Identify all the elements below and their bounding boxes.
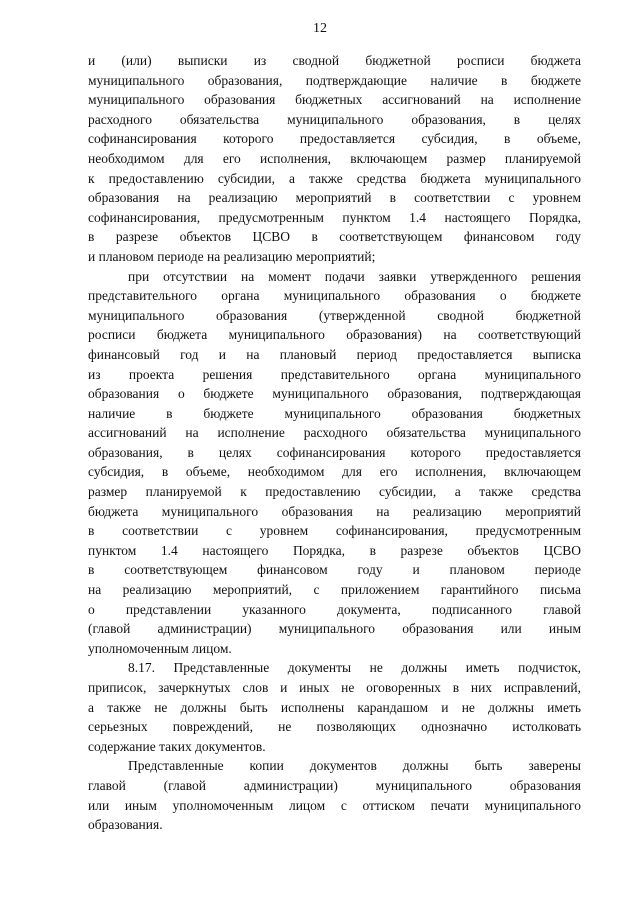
text-line: (главой администрации) муниципального образования или иным: [88, 621, 581, 637]
text-line: в соответствии с уровнем софинансирования, предусмотренным: [88, 523, 581, 539]
text-line: бюджета муниципального образования на реализацию мероприятий: [88, 503, 581, 519]
text-line: приписок, зачеркнутых слов и иных не оговоренных в них исправлений,: [88, 680, 581, 695]
text-line: субсидия, в объеме, необходимом для его исполнения, включающем: [88, 464, 581, 480]
text-line: и плановом периоде на реализацию мероприятий;: [88, 248, 376, 264]
text-line: расходного обязательства муниципального образования, в целях: [88, 111, 581, 127]
page-number: 12: [313, 21, 327, 36]
text-line: к предоставлению субсидии, а также средства бюджета муниципального: [88, 170, 581, 186]
text-line: при отсутствии на момент подачи заявки утвержденного решения: [128, 268, 581, 284]
text-line: наличие в бюджете муниципального образования бюджетных: [88, 405, 581, 421]
text-line: 8.17. Представленные документы не должны иметь подчисток,: [128, 660, 581, 676]
text-line: о представлении указанного документа, подписанного главой: [88, 601, 581, 617]
document-body: [88, 51, 581, 835]
text-line: росписи бюджета муниципального образования) на соответствующий: [88, 327, 581, 343]
text-line: необходимом для его исполнения, включающем размер планируемой: [88, 150, 581, 166]
text-line: серьезных повреждений, не позволяющих однозначно истолковать: [88, 719, 581, 735]
text-line: содержание таких документов.: [88, 738, 266, 754]
text-line: финансовый год и на плановый период предоставляется выписка: [88, 346, 581, 362]
text-line: софинансирования которого предоставляется субсидия, в объеме,: [88, 131, 581, 147]
text-line: размер планируемой к предоставлению субсидии, а также средства: [88, 484, 581, 500]
paragraph-8-17: [88, 658, 581, 756]
paragraph-copies-certified: [88, 756, 581, 834]
text-line: муниципального образования, подтверждающие наличие в бюджете: [88, 72, 581, 88]
text-line: ассигнований на исполнение расходного обязательства муниципального: [88, 425, 581, 441]
text-line: и (или) выписки из сводной бюджетной росписи бюджета: [88, 53, 581, 68]
text-line: пунктом 1.4 настоящего Порядка, в разрезе объектов ЦСВО: [88, 542, 581, 558]
text-line: представительного органа муниципального образования о бюджете: [88, 288, 581, 304]
text-line: главой (главой администрации) муниципального образования: [88, 777, 581, 793]
text-line: на реализацию мероприятий, с приложением гарантийного письма: [88, 582, 581, 598]
text-line: из проекта решения представительного органа муниципального: [88, 366, 581, 382]
text-line: образования о бюджете муниципального образования, подтверждающая: [88, 386, 581, 402]
text-line: уполномоченным лицом.: [88, 640, 232, 656]
text-line: Представленные копии документов должны быть заверены: [128, 758, 581, 774]
paragraph-extract-list: [88, 51, 581, 267]
text-line: в соответствующем финансовом году и плановом периоде: [88, 562, 581, 578]
text-line: образования.: [88, 817, 163, 833]
text-line: а также не должны быть исполнены карандашом и не должны иметь: [88, 699, 581, 715]
paragraph-absent-decision: [88, 267, 581, 659]
text-line: образования, в целях софинансирования которого предоставляется: [88, 444, 581, 460]
text-line: образования на реализацию мероприятий в соответствии с уровнем: [88, 190, 581, 206]
text-line: муниципального образования бюджетных ассигнований на исполнение: [88, 92, 581, 108]
text-line: в разрезе объектов ЦСВО в соответствующем финансовом году: [88, 229, 581, 245]
text-line: муниципального образования (утвержденной сводной бюджетной: [88, 307, 581, 323]
text-line: или иным уполномоченным лицом с оттиском печати муниципального: [88, 797, 581, 813]
text-line: софинансирования, предусмотренным пунктом 1.4 настоящего Порядка,: [88, 209, 581, 225]
